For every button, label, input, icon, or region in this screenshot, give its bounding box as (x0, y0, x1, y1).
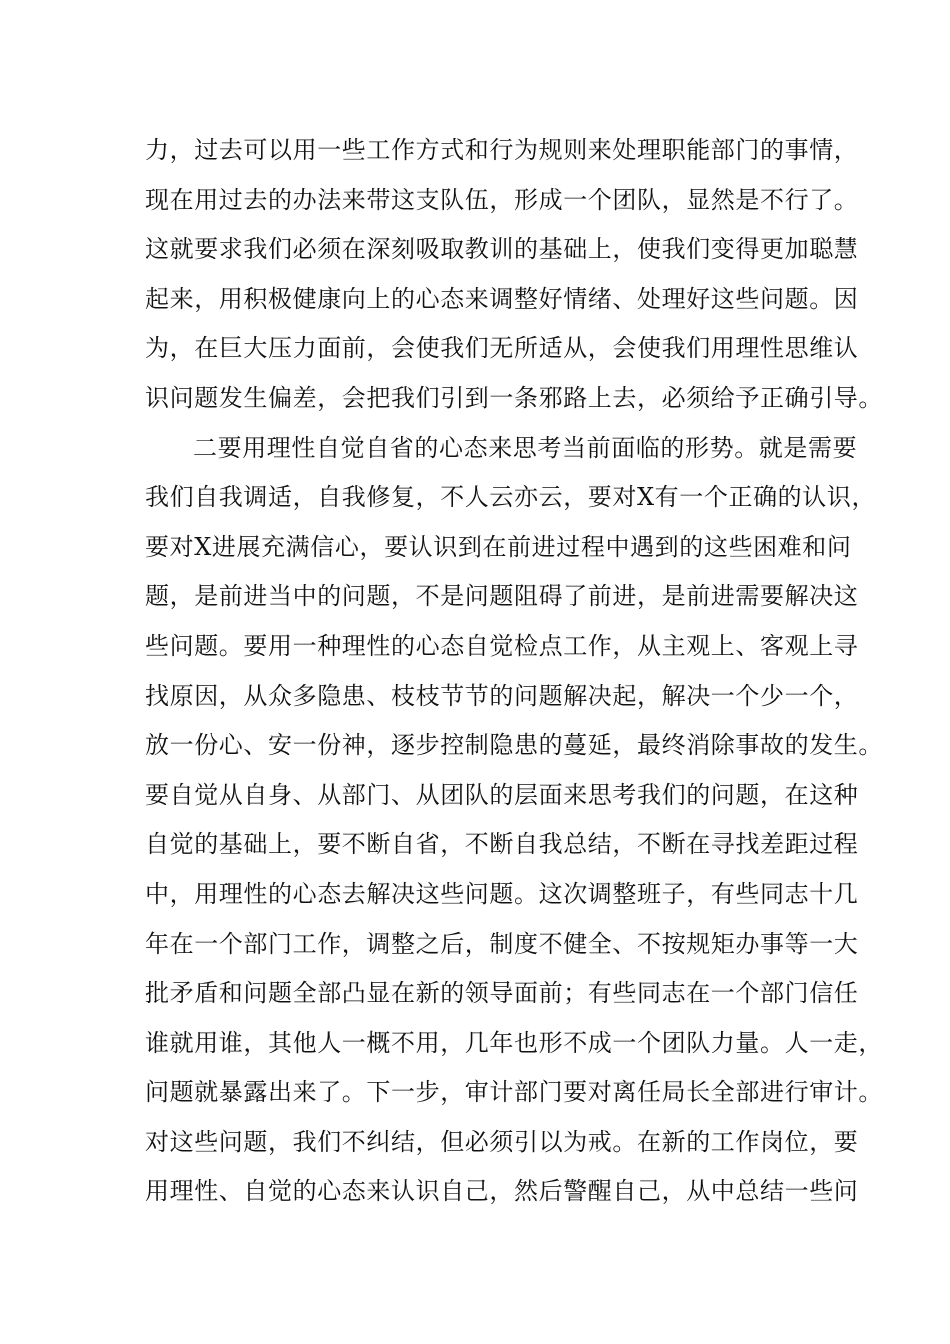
text-line: 现在用过去的办法来带这支队伍，形成一个团队，显然是不行了。 (145, 185, 859, 214)
text-line: 问题就暴露出来了。下一步，审计部门要对离任局长全部进行审计。 (145, 1078, 883, 1107)
text-line: 些问题。要用一种理性的心态自觉检点工作，从主观上、客观上寻 (145, 631, 859, 660)
text-line: 这就要求我们必须在深刻吸取教训的基础上，使我们变得更加聪慧 (145, 235, 859, 264)
text-line: 放一份心、安一份神，逐步控制隐患的蔓延，最终消除事故的发生。 (145, 731, 883, 760)
paragraph-start-line: 二要用理性自觉自省的心态来思考当前面临的形势。就是需要 (193, 433, 858, 462)
text-line: 起来，用积极健康向上的心态来调整好情绪、处理好这些问题。因 (145, 284, 859, 313)
text-line: 题，是前进当中的问题，不是问题阻碍了前进，是前进需要解决这 (145, 582, 859, 611)
text-line: 要自觉从自身、从部门、从团队的层面来思考我们的问题，在这种 (145, 780, 859, 809)
text-line: 我们自我调适，自我修复，不人云亦云，要对X有一个正确的认识， (145, 483, 877, 512)
text-line: 谁就用谁，其他人一概不用，几年也形不成一个团队力量。人一走， (145, 1028, 883, 1057)
text-line: 为，在巨大压力面前，会使我们无所适从，会使我们用理性思维认 (145, 334, 859, 363)
body-text (145, 126, 883, 1217)
text-line: 要对X进展充满信心，要认识到在前进过程中遇到的这些困难和问 (145, 532, 852, 561)
text-line: 找原因，从众多隐患、枝枝节节的问题解决起，解决一个少一个， (145, 681, 859, 710)
text-line: 对这些问题，我们不纠结，但必须引以为戒。在新的工作岗位，要 (145, 1127, 859, 1156)
text-line: 力，过去可以用一些工作方式和行为规则来处理职能部门的事情， (145, 136, 859, 164)
text-line: 年在一个部门工作，调整之后，制度不健全、不按规矩办事等一大 (145, 929, 859, 958)
text-line: 识问题发生偏差，会把我们引到一条邪路上去，必须给予正确引导。 (145, 383, 883, 412)
text-line: 用理性、自觉的心态来认识自己，然后警醒自己，从中总结一些问 (145, 1177, 859, 1206)
text-line: 自觉的基础上，要不断自省，不断自我总结，不断在寻找差距过程 (145, 830, 859, 859)
text-line: 中，用理性的心态去解决这些问题。这次调整班子，有些同志十几 (145, 879, 859, 908)
text-line: 批矛盾和问题全部凸显在新的领导面前；有些同志在一个部门信任 (145, 979, 859, 1008)
